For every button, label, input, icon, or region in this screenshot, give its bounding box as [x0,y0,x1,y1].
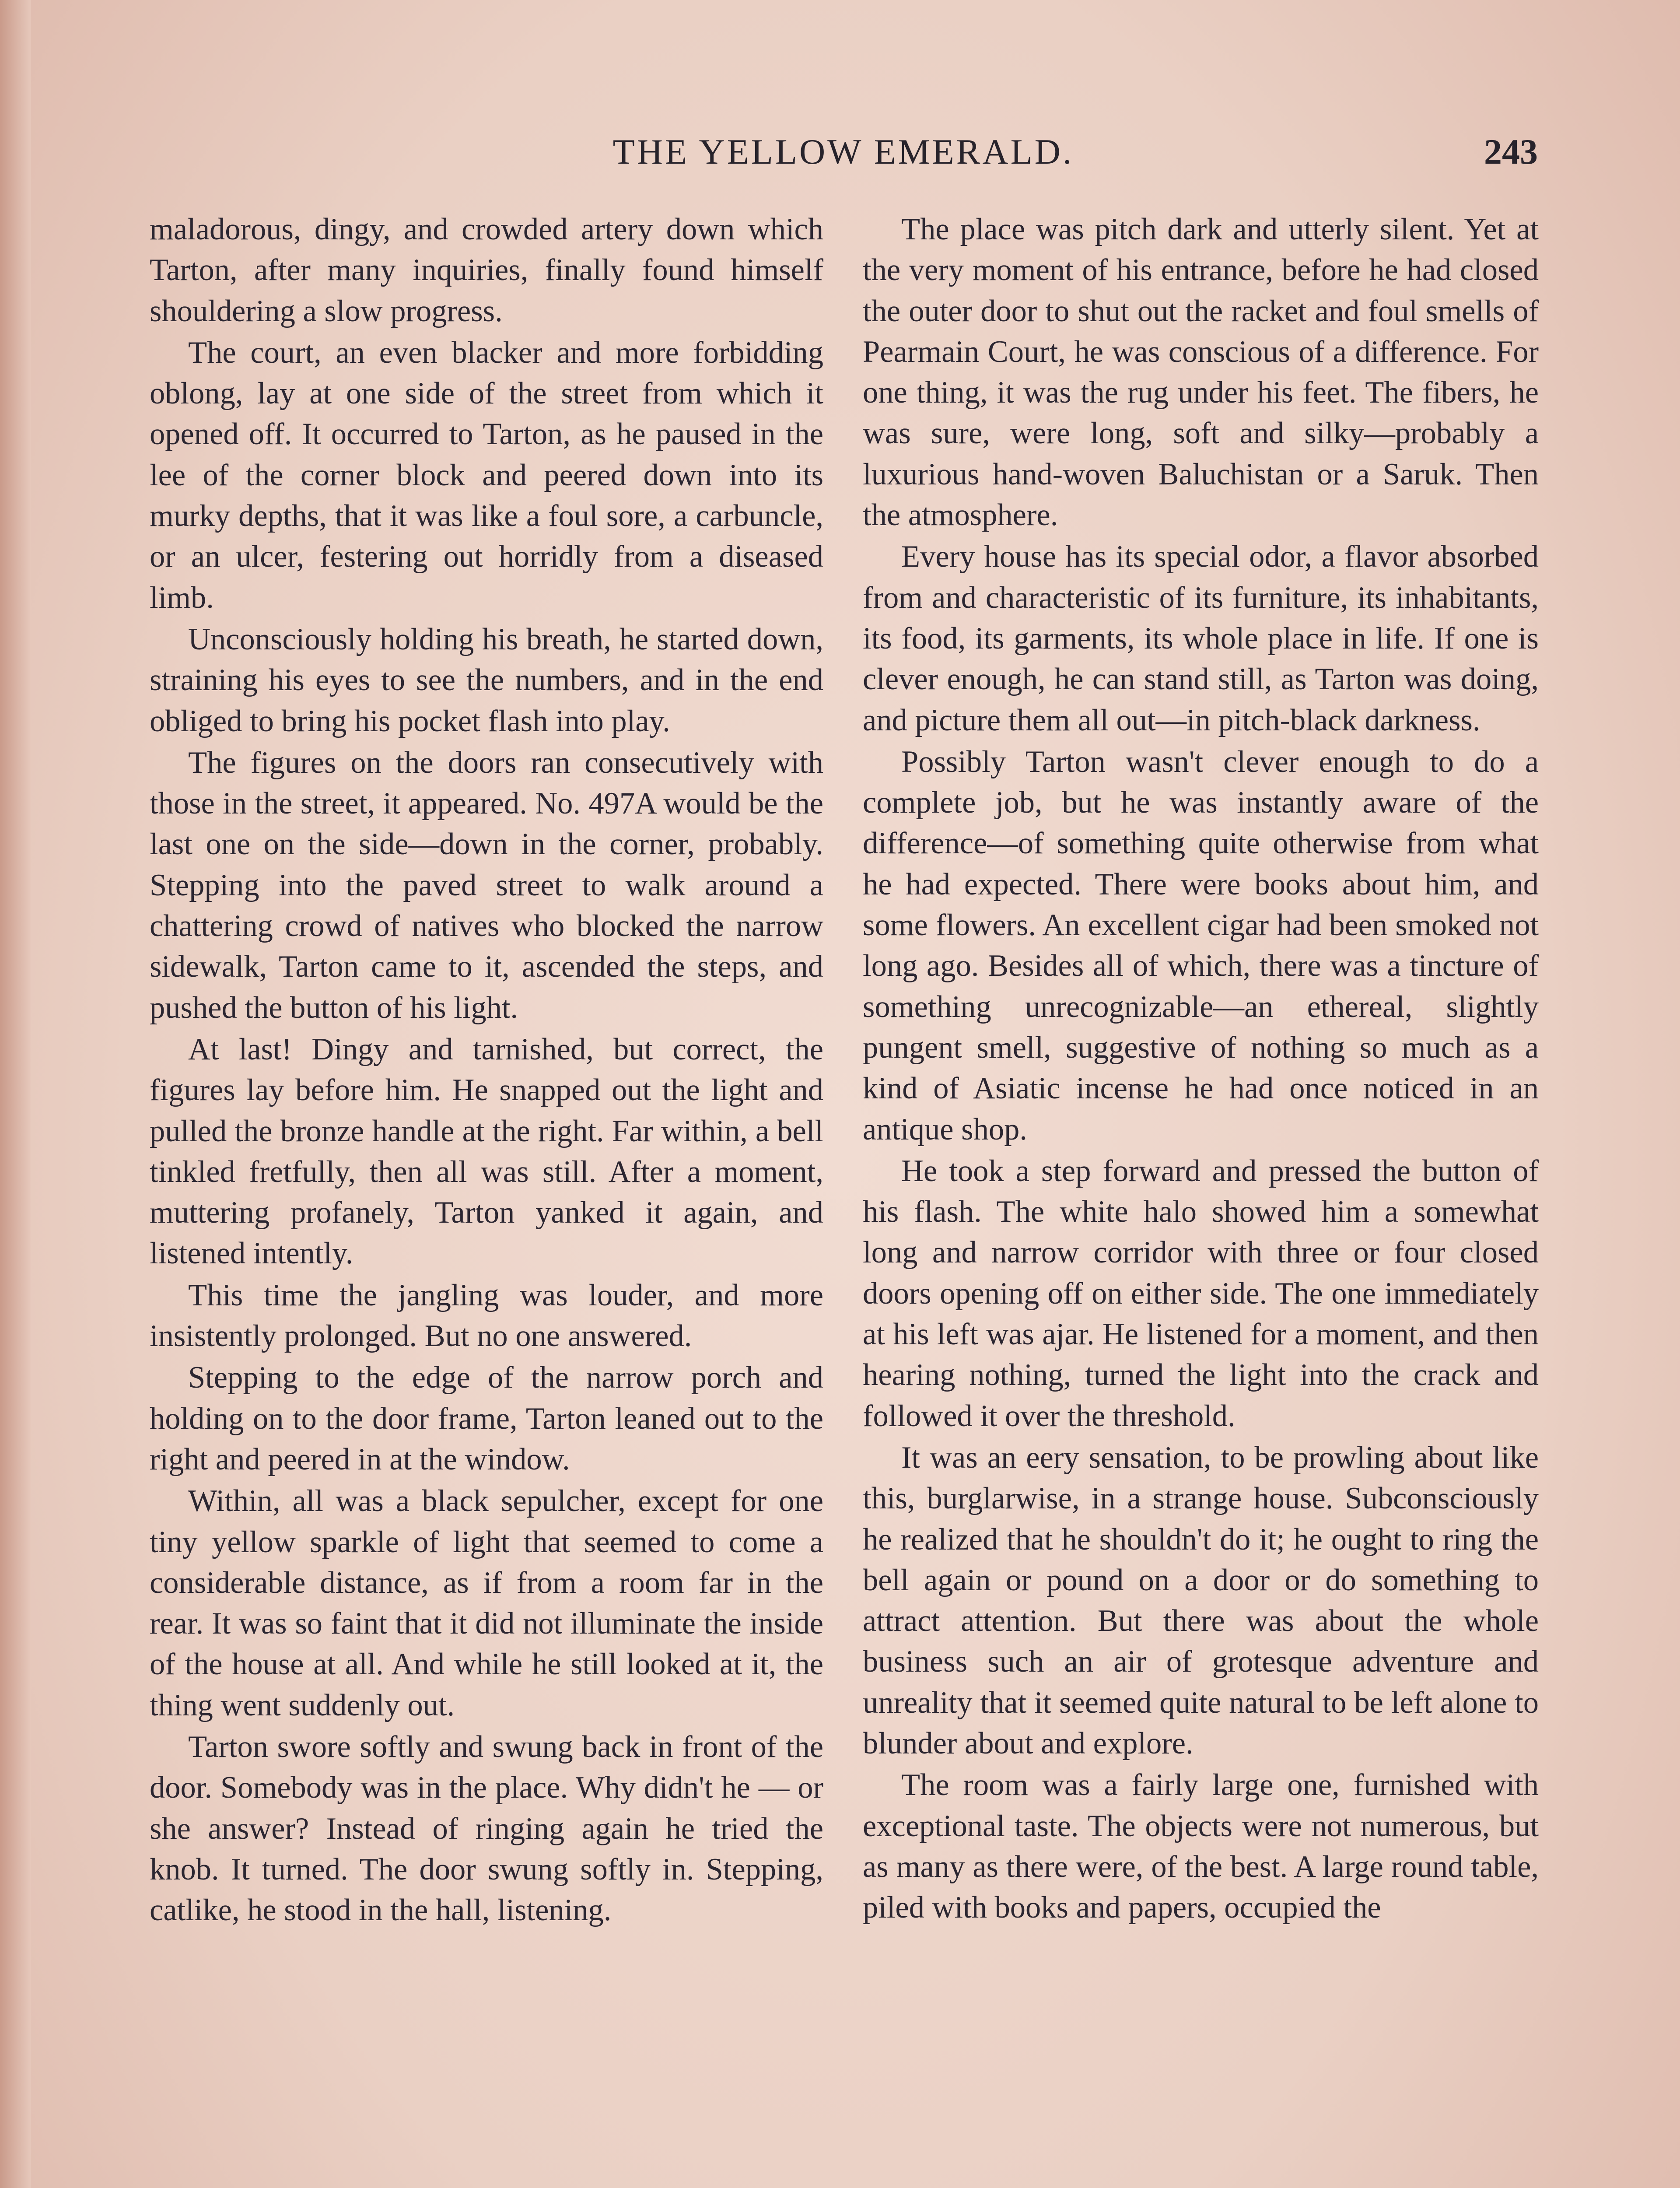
page-number: 243 [1484,132,1538,172]
right-column [863,209,1539,1929]
paragraph: Stepping to the edge of the narrow porch and holding on to the door frame, Tarton leaned out to the right and peered in at the window. [150,1360,823,1476]
paragraph: Every house has its special odor, a flavor absorbed from and characteristic of its furniture, its inhabitants, its food, its garments, its whole place in life. If one is clever enough, he can stand still, as Tarton was doing, and picture them all out—in pitch-black darkness. [863,540,1539,737]
page-spine-shadow [0,0,31,2188]
paragraph: He took a step forward and pressed the button of his flash. The white halo showed him a somewhat long and narrow corridor with three or four closed doors opening off on either side. The one immediately at his left was ajar. He listened for a moment, and then hearing nothing, turned the light into the crack and followed it over the threshold. [863,1154,1539,1433]
paragraph: Unconsciously holding his breath, he started down, straining his eyes to see the numbers, and in the end obliged to bring his pocket flash into play. [150,622,823,738]
page-header [149,131,1538,179]
paragraph: The place was pitch dark and utterly silent. Yet at the very moment of his entrance, before he had closed the outer door to shut out the racket and foul smells of Pearmain Court, he was conscious of a difference. For one thing, it was the rug under his feet. The fibers, he was sure, were long, soft and silky—probably a luxurious hand-woven Baluchistan or a Saruk. Then the atmosphere. [863,212,1539,533]
paragraph: At last! Dingy and tarnished, but correct, the figures lay before him. He snapped out the light and pulled the bronze handle at the right. Far within, a bell tinkled fretfully, then all was still. After a moment, muttering profanely, Tarton yanked it again, and listened intently. [150,1032,823,1271]
paragraph: The room was a fairly large one, furnished with exceptional taste. The objects were not numerous, but as many as there were, of the best. A large round table, piled with books and papers, occupied the [863,1768,1539,1925]
paragraph: Tarton swore softly and swung back in front of the door. Somebody was in the place. Why didn't he — or she answer? Instead of ringing again he tried the knob. It turned. The door swung softly in. Stepping, catlike, he stood in the hall, listening. [150,1729,823,1928]
paragraph: This time the jangling was louder, and more insistently prolonged. But no one answered. [150,1278,823,1353]
paragraph: The court, an even blacker and more forbidding oblong, lay at one side of the street from which it opened off. It occurred to Tarton, as he paused in the lee of the corner block and peered down into its murky depths, that it was like a foul sore, a carbuncle, or an ulcer, festering out horridly from a diseased limb. [150,335,823,615]
paragraph: maladorous, dingy, and crowded artery down which Tarton, after many inquiries, finally found himself shouldering a slow progress. [150,212,823,328]
paragraph: The figures on the doors ran consecutively with those in the street, it appeared. No. 497A would be the last one on the side—down in the corner, probably. Stepping into the paved street to walk around a chattering crowd of natives who blocked the narrow sidewalk, Tarton came to it, ascended the steps, and pushed the button of his light. [150,745,823,1025]
paragraph: It was an eery sensation, to be prowling about like this, burglarwise, in a strange house. Subconsciously he realized that he shouldn't do it; he ought to ring the bell again or pound on a door or do something to attract attention. But there was about the whole business such an air of grotesque adventure and unreality that it seemed quite natural to be left alone to blunder about and explore. [863,1440,1539,1760]
running-title: THE YELLOW EMERALD. [612,132,1074,172]
paragraph: Possibly Tarton wasn't clever enough to do a complete job, but he was instantly aware of the difference—of something quite otherwise from what he had expected. There were books about him, and some flowers. An excellent cigar had been smoked not long ago. Besides all of which, there was a tincture of something unrecognizable—an ethereal, slightly pungent smell, suggestive of nothing so much as a kind of Asiatic incense he had once noticed in an antique shop. [863,744,1539,1147]
left-column [150,209,823,1932]
paragraph: Within, all was a black sepulcher, except for one tiny yellow sparkle of light that seemed to come a considerable distance, as if from a room far in the rear. It was so faint that it did not illuminate the inside of the house at all. And while he still looked at it, the thing went suddenly out. [150,1484,823,1722]
